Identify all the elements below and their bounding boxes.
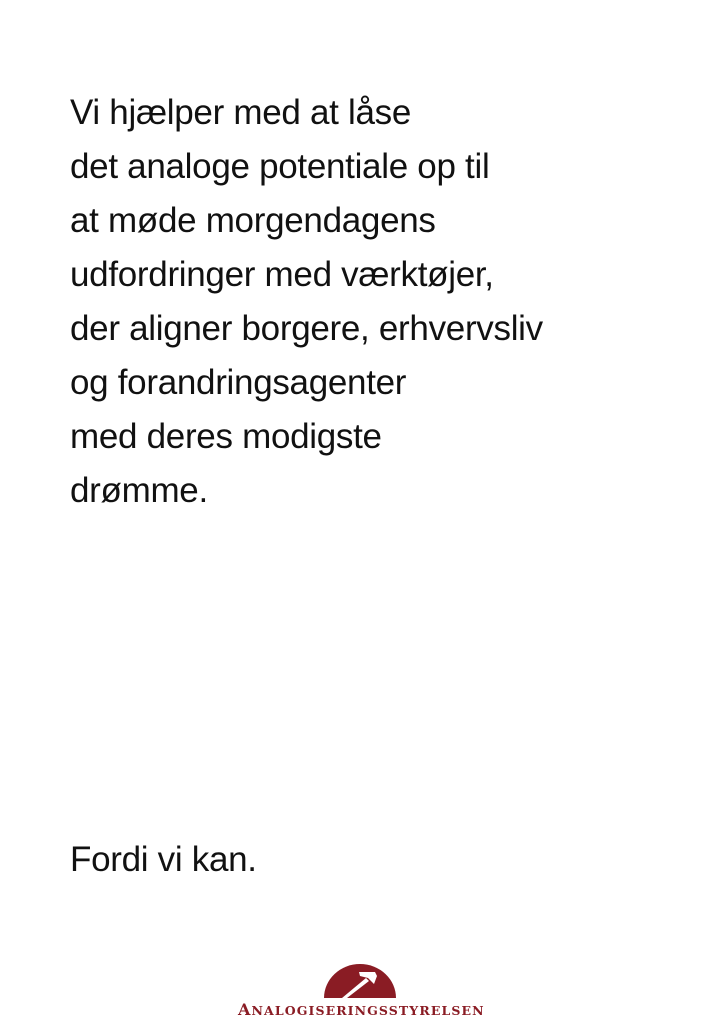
statement-line: udfordringer med værktøjer, [70, 255, 494, 294]
agency-logo [238, 962, 483, 1022]
tagline: Fordi vi kan. [70, 840, 257, 879]
statement-line: og forandringsagenter [70, 363, 407, 402]
statement-line: med deres modigste [70, 417, 382, 456]
statement-line: drømme. [70, 471, 208, 510]
logo-rest: NALOGISERINGSSTYRELSEN [251, 1003, 485, 1018]
logo-initial: A [238, 1000, 252, 1019]
statement-line: det analoge potentiale op til [70, 147, 490, 186]
logo-wordmark [238, 1000, 483, 1019]
statement-line: Vi hjælper med at låse [70, 93, 411, 132]
hammer-dome-icon [322, 962, 398, 1000]
statement-line: at møde morgendagens [70, 201, 436, 240]
mission-statement [70, 86, 690, 518]
statement-line: der aligner borgere, erhvervsliv [70, 309, 543, 348]
